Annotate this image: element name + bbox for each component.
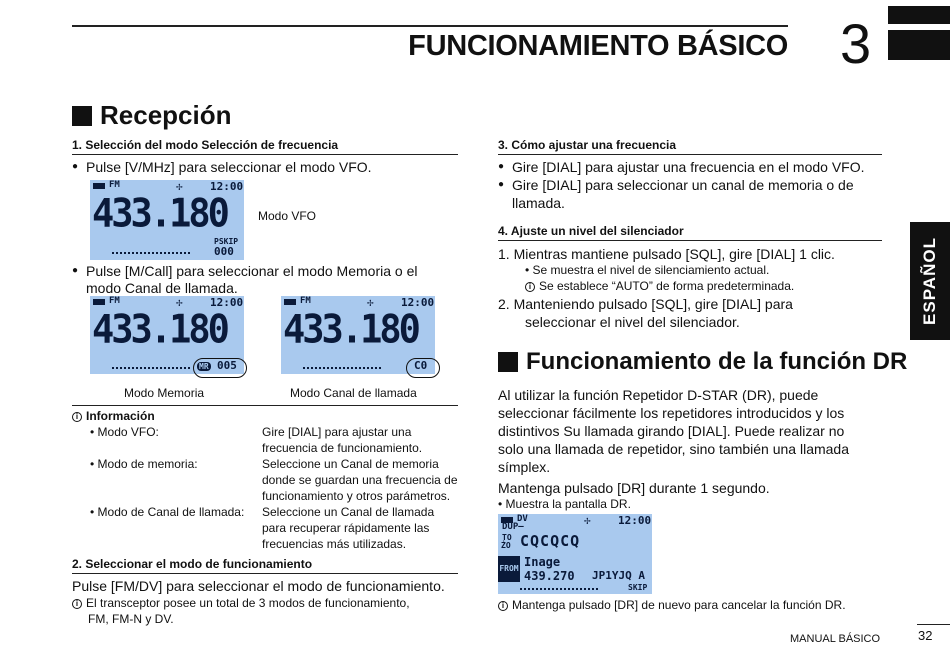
header-rule (72, 25, 788, 27)
heading-square-icon (72, 106, 92, 126)
info-val: frecuencias más utilizadas. (262, 537, 407, 551)
antenna-icon: ✢ (584, 514, 591, 527)
lcd-vfo (90, 180, 244, 260)
heading-square-icon (498, 352, 518, 372)
info-title: i Información (72, 408, 155, 424)
info-val: Gire [DIAL] para ajustar una (262, 425, 412, 439)
section4-step1-note: • Se muestra el nivel de silenciamiento actual. (525, 263, 770, 277)
antenna-icon: ✢ (176, 180, 183, 193)
section3-bullet2: ● Gire [DIAL] para seleccionar un canal de memoria o de (498, 176, 854, 194)
note-icon: i (498, 601, 508, 611)
info-icon: i (72, 412, 82, 422)
lcd-repeater-cs: JP1YJQ A (592, 569, 645, 582)
lcd-meter (303, 367, 381, 369)
section4-step2-cont: seleccionar el nivel del silenciador. (525, 314, 740, 330)
footer-label: MANUAL BÁSICO (790, 633, 881, 645)
info-val: para recuperar rápidamente las (262, 521, 430, 535)
lcd-channel: C0 (414, 359, 428, 372)
battery-icon (284, 299, 296, 305)
note-icon: i (72, 599, 82, 609)
info-val: frecuencia de funcionamiento. (262, 441, 423, 455)
section2-text: Pulse [FM/DV] para seleccionar el modo de funcionamiento. (72, 578, 445, 594)
vfo-mode-label: Modo VFO (258, 209, 317, 223)
lcd-to-sub: ŻO (501, 541, 511, 550)
lcd-channel: 000 (214, 245, 234, 258)
lcd-from-badge: FROM (498, 556, 520, 582)
info-val: Seleccione un Canal de memoria (262, 457, 439, 471)
antenna-icon: ✢ (176, 296, 183, 309)
lcd-callsign: CQCQCQ (520, 532, 581, 550)
highlight-oval (406, 358, 440, 378)
dr-cancel-note: i Mantenga pulsado [DR] de nuevo para cancelar la función DR. (498, 597, 846, 613)
battery-icon (93, 299, 105, 305)
section1-bullet2: ● Pulse [M/Call] para seleccionar el modo Memoria o el (72, 262, 417, 280)
info-val: donde se guardan una frecuencia de (262, 473, 458, 487)
section3-bullet1: ● Gire [DIAL] para ajustar una frecuencia en el modo VFO. (498, 158, 865, 176)
info-key-memory: • Modo de memoria: (90, 457, 198, 471)
dr-paragraph-line: solo una llamada de repetidor, sino también una llamada (498, 441, 850, 457)
dr-paragraph-line: símplex. (498, 459, 551, 475)
lcd-pskip: PSKIP (214, 237, 239, 246)
lcd-mode: FM (109, 180, 120, 190)
battery-icon (93, 183, 105, 189)
lcd-time: 12:00 (210, 296, 244, 309)
lcd-frequency: 433.180 (283, 306, 418, 353)
info-val: Seleccione un Canal de llamada (262, 505, 435, 519)
info-key-call: • Modo de Canal de llamada: (90, 505, 245, 519)
info-val: funcionamiento y otros parámetros. (262, 489, 451, 503)
lcd-mode: DV (517, 514, 528, 524)
lcd-skip: SKIP (628, 583, 648, 592)
memory-mode-label: Modo Memoria (124, 386, 205, 400)
section4-step2: 2. Manteniendo pulsado [SQL], gire [DIAL] para (498, 296, 793, 312)
info-rule (72, 405, 458, 406)
chapter-title: FUNCIONAMIENTO BÁSICO (408, 30, 788, 62)
section3-bullet2-cont: llamada. (512, 195, 565, 211)
note-icon: i (525, 282, 535, 292)
dr-instruction-note: • Muestra la pantalla DR. (498, 497, 631, 511)
section1-title: 1. Selección del modo Selección de frecuencia (72, 138, 458, 155)
section1-bullet1: ● Pulse [V/MHz] para seleccionar el modo VFO. (72, 158, 372, 176)
lcd-meter (112, 367, 190, 369)
page-number: 32 (918, 628, 933, 643)
lcd-time: 12:00 (618, 514, 652, 527)
lcd-to: TO (502, 533, 512, 542)
lcd-dup: DUP– (502, 522, 524, 532)
section4-step1-info: i Se establece “AUTO” de forma predeterminada. (525, 278, 794, 294)
lcd-channel: 005 (217, 359, 237, 372)
lcd-mode: FM (109, 296, 120, 306)
lcd-time: 12:00 (210, 180, 244, 193)
lcd-frequency: 433.180 (92, 190, 227, 237)
lcd-dr (498, 514, 652, 594)
section2-title: 2. Seleccionar el modo de funcionamiento (72, 557, 458, 574)
language-tab: ESPAÑOL (910, 222, 950, 340)
lcd-repeater-freq: 439.270 (524, 569, 575, 583)
section1-bullet2-cont: modo Canal de llamada. (86, 280, 238, 296)
reception-heading: Recepción (72, 100, 232, 131)
section3-title: 3. Cómo ajustar una frecuencia (498, 138, 882, 155)
chapter-tab-top (888, 6, 950, 24)
lcd-meter (112, 252, 190, 254)
antenna-icon: ✢ (367, 296, 374, 309)
lcd-mode: FM (300, 296, 311, 306)
footer-rule (917, 624, 950, 625)
section2-note: i El transceptor posee un total de 3 modos de funcionamiento, (72, 595, 410, 611)
lcd-meter (520, 588, 598, 590)
section4-step1: 1. Mientras mantiene pulsado [SQL], gire [DIAL] 1 clic. (498, 246, 835, 262)
dr-paragraph-line: Al utilizar la función Repetidor D-STAR (DR), puede (498, 387, 819, 403)
chapter-tab-bottom (888, 30, 950, 60)
dr-paragraph-line: seleccionar fácilmente los repetidores introducidos y los (498, 405, 845, 421)
highlight-oval (193, 358, 247, 378)
call-mode-label: Modo Canal de llamada (290, 386, 417, 400)
lcd-frequency: 433.180 (92, 306, 227, 353)
section4-title: 4. Ajuste un nivel del silenciador (498, 224, 882, 241)
lcd-mr-badge: MR (199, 362, 209, 371)
dr-instruction: Mantenga pulsado [DR] durante 1 segundo. (498, 480, 770, 496)
dr-heading: Funcionamiento de la función DR (498, 348, 907, 376)
lcd-time: 12:00 (401, 296, 435, 309)
chapter-number: 3 (840, 12, 872, 75)
lcd-repeater-name: Inage (524, 555, 561, 569)
dr-paragraph-line: distintivos Su llamada girando [DIAL]. Puede realizar no (498, 423, 845, 439)
info-key-vfo: • Modo VFO: (90, 425, 159, 439)
section2-note-cont: FM, FM-N y DV. (88, 612, 174, 626)
